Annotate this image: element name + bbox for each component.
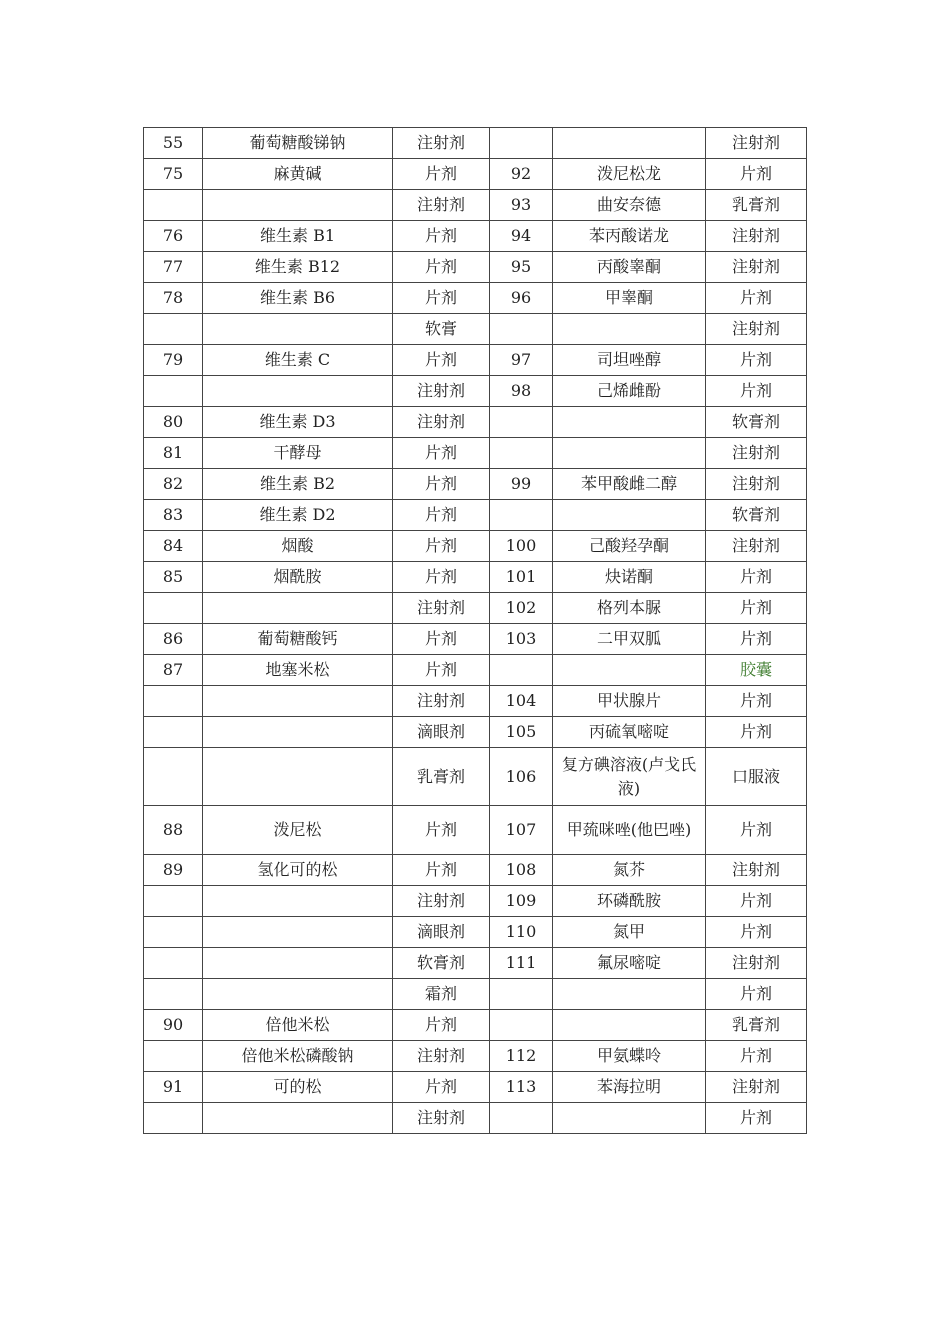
left-drug-name xyxy=(203,917,393,948)
left-drug-name xyxy=(203,1103,393,1134)
left-drug-name: 维生素 D3 xyxy=(203,407,393,438)
left-number: 88 xyxy=(144,806,203,855)
right-drug-name: 环磷酰胺 xyxy=(553,886,706,917)
left-drug-name xyxy=(203,886,393,917)
left-drug-name xyxy=(203,748,393,806)
right-dosage-form: 注射剂 xyxy=(706,438,807,469)
left-drug-name: 倍他米松磷酸钠 xyxy=(203,1041,393,1072)
right-number: 95 xyxy=(490,252,553,283)
left-drug-name: 烟酰胺 xyxy=(203,562,393,593)
right-drug-name xyxy=(553,655,706,686)
right-drug-name: 氮甲 xyxy=(553,917,706,948)
right-dosage-form: 胶囊 xyxy=(706,655,807,686)
left-number xyxy=(144,190,203,221)
right-dosage-form: 注射剂 xyxy=(706,855,807,886)
drug-table xyxy=(143,127,807,1134)
left-dosage-form: 注射剂 xyxy=(393,128,490,159)
left-dosage-form: 片剂 xyxy=(393,531,490,562)
left-number xyxy=(144,314,203,345)
left-dosage-form: 片剂 xyxy=(393,500,490,531)
left-dosage-form: 注射剂 xyxy=(393,886,490,917)
table-row xyxy=(144,748,807,806)
left-number xyxy=(144,748,203,806)
left-dosage-form: 霜剂 xyxy=(393,979,490,1010)
left-dosage-form: 片剂 xyxy=(393,252,490,283)
right-drug-name: 复方碘溶液(卢戈氏液) xyxy=(553,748,706,806)
left-dosage-form: 软膏 xyxy=(393,314,490,345)
table-row xyxy=(144,500,807,531)
left-drug-name xyxy=(203,948,393,979)
left-dosage-form: 注射剂 xyxy=(393,376,490,407)
right-number: 92 xyxy=(490,159,553,190)
left-dosage-form: 片剂 xyxy=(393,806,490,855)
left-drug-name: 维生素 B6 xyxy=(203,283,393,314)
table-row xyxy=(144,376,807,407)
table-row xyxy=(144,252,807,283)
left-number: 78 xyxy=(144,283,203,314)
right-number xyxy=(490,1010,553,1041)
left-dosage-form: 乳膏剂 xyxy=(393,748,490,806)
right-number: 97 xyxy=(490,345,553,376)
right-number: 106 xyxy=(490,748,553,806)
left-dosage-form: 滴眼剂 xyxy=(393,717,490,748)
left-drug-name xyxy=(203,190,393,221)
right-dosage-form: 乳膏剂 xyxy=(706,1010,807,1041)
right-dosage-form: 片剂 xyxy=(706,1103,807,1134)
table-row xyxy=(144,1103,807,1134)
left-drug-name xyxy=(203,717,393,748)
right-drug-name: 甲氨蝶呤 xyxy=(553,1041,706,1072)
right-drug-name: 格列本脲 xyxy=(553,593,706,624)
left-drug-name xyxy=(203,376,393,407)
right-dosage-form: 软膏剂 xyxy=(706,500,807,531)
right-number: 99 xyxy=(490,469,553,500)
right-drug-name: 泼尼松龙 xyxy=(553,159,706,190)
right-number: 94 xyxy=(490,221,553,252)
table-row xyxy=(144,717,807,748)
left-number xyxy=(144,717,203,748)
right-dosage-form: 注射剂 xyxy=(706,531,807,562)
table-row xyxy=(144,593,807,624)
right-dosage-form: 注射剂 xyxy=(706,221,807,252)
right-drug-name xyxy=(553,407,706,438)
left-drug-name: 葡萄糖酸锑钠 xyxy=(203,128,393,159)
right-number: 101 xyxy=(490,562,553,593)
left-number: 90 xyxy=(144,1010,203,1041)
left-dosage-form: 注射剂 xyxy=(393,407,490,438)
left-dosage-form: 片剂 xyxy=(393,221,490,252)
left-dosage-form: 软膏剂 xyxy=(393,948,490,979)
right-drug-name: 司坦唑醇 xyxy=(553,345,706,376)
right-dosage-form: 注射剂 xyxy=(706,128,807,159)
table-row xyxy=(144,438,807,469)
right-dosage-form: 注射剂 xyxy=(706,314,807,345)
table-row xyxy=(144,314,807,345)
right-number: 107 xyxy=(490,806,553,855)
left-drug-name: 麻黄碱 xyxy=(203,159,393,190)
left-drug-name: 维生素 B1 xyxy=(203,221,393,252)
left-number xyxy=(144,593,203,624)
left-number: 75 xyxy=(144,159,203,190)
right-number xyxy=(490,500,553,531)
left-number xyxy=(144,917,203,948)
right-dosage-form: 片剂 xyxy=(706,806,807,855)
table-row xyxy=(144,531,807,562)
right-drug-name: 苯海拉明 xyxy=(553,1072,706,1103)
right-drug-name: 炔诺酮 xyxy=(553,562,706,593)
left-number xyxy=(144,1041,203,1072)
right-dosage-form: 片剂 xyxy=(706,917,807,948)
left-dosage-form: 片剂 xyxy=(393,855,490,886)
right-dosage-form: 片剂 xyxy=(706,1041,807,1072)
right-dosage-form: 片剂 xyxy=(706,624,807,655)
right-drug-name: 氟尿嘧啶 xyxy=(553,948,706,979)
right-drug-name: 丙酸睾酮 xyxy=(553,252,706,283)
left-number: 77 xyxy=(144,252,203,283)
table-row xyxy=(144,624,807,655)
left-dosage-form: 片剂 xyxy=(393,283,490,314)
left-number xyxy=(144,979,203,1010)
left-number xyxy=(144,686,203,717)
left-drug-name: 干酵母 xyxy=(203,438,393,469)
left-number: 81 xyxy=(144,438,203,469)
right-number: 103 xyxy=(490,624,553,655)
left-drug-name: 倍他米松 xyxy=(203,1010,393,1041)
right-number: 110 xyxy=(490,917,553,948)
table-row xyxy=(144,1072,807,1103)
right-dosage-form: 注射剂 xyxy=(706,948,807,979)
left-drug-name xyxy=(203,593,393,624)
left-drug-name: 地塞米松 xyxy=(203,655,393,686)
left-drug-name: 维生素 B12 xyxy=(203,252,393,283)
table-row xyxy=(144,283,807,314)
right-number: 109 xyxy=(490,886,553,917)
right-drug-name: 二甲双胍 xyxy=(553,624,706,655)
left-number: 82 xyxy=(144,469,203,500)
right-number: 102 xyxy=(490,593,553,624)
left-drug-name: 氢化可的松 xyxy=(203,855,393,886)
left-number: 89 xyxy=(144,855,203,886)
left-number: 84 xyxy=(144,531,203,562)
right-number: 96 xyxy=(490,283,553,314)
left-dosage-form: 片剂 xyxy=(393,469,490,500)
left-dosage-form: 片剂 xyxy=(393,655,490,686)
left-number: 55 xyxy=(144,128,203,159)
right-drug-name xyxy=(553,128,706,159)
right-drug-name: 甲巯咪唑(他巴唑) xyxy=(553,806,706,855)
table-row xyxy=(144,221,807,252)
table-row xyxy=(144,128,807,159)
table-row xyxy=(144,190,807,221)
right-number: 93 xyxy=(490,190,553,221)
left-drug-name: 泼尼松 xyxy=(203,806,393,855)
right-number xyxy=(490,128,553,159)
left-drug-name: 可的松 xyxy=(203,1072,393,1103)
right-number: 113 xyxy=(490,1072,553,1103)
table-row xyxy=(144,469,807,500)
left-number xyxy=(144,886,203,917)
right-number xyxy=(490,314,553,345)
right-number xyxy=(490,407,553,438)
right-drug-name: 苯丙酸诺龙 xyxy=(553,221,706,252)
right-dosage-form: 片剂 xyxy=(706,376,807,407)
left-drug-name: 烟酸 xyxy=(203,531,393,562)
right-dosage-form: 片剂 xyxy=(706,283,807,314)
right-drug-name: 氮芥 xyxy=(553,855,706,886)
left-number: 79 xyxy=(144,345,203,376)
right-number: 100 xyxy=(490,531,553,562)
left-drug-name: 葡萄糖酸钙 xyxy=(203,624,393,655)
table-row xyxy=(144,407,807,438)
right-dosage-form: 口服液 xyxy=(706,748,807,806)
right-dosage-form: 片剂 xyxy=(706,717,807,748)
right-number xyxy=(490,979,553,1010)
right-number: 108 xyxy=(490,855,553,886)
left-dosage-form: 注射剂 xyxy=(393,593,490,624)
left-dosage-form: 注射剂 xyxy=(393,1103,490,1134)
table-row xyxy=(144,917,807,948)
left-drug-name: 维生素 B2 xyxy=(203,469,393,500)
right-drug-name xyxy=(553,1010,706,1041)
left-dosage-form: 片剂 xyxy=(393,159,490,190)
right-number: 111 xyxy=(490,948,553,979)
table-row xyxy=(144,655,807,686)
right-dosage-form: 片剂 xyxy=(706,159,807,190)
left-drug-name: 维生素 D2 xyxy=(203,500,393,531)
right-dosage-form: 注射剂 xyxy=(706,469,807,500)
table-row xyxy=(144,979,807,1010)
right-dosage-form: 片剂 xyxy=(706,686,807,717)
left-dosage-form: 片剂 xyxy=(393,1010,490,1041)
right-drug-name: 甲睾酮 xyxy=(553,283,706,314)
table-row xyxy=(144,1010,807,1041)
table-row xyxy=(144,686,807,717)
right-dosage-form: 片剂 xyxy=(706,593,807,624)
right-dosage-form: 软膏剂 xyxy=(706,407,807,438)
table-row xyxy=(144,562,807,593)
right-number xyxy=(490,1103,553,1134)
left-dosage-form: 注射剂 xyxy=(393,686,490,717)
right-dosage-form: 片剂 xyxy=(706,562,807,593)
right-number: 112 xyxy=(490,1041,553,1072)
right-drug-name xyxy=(553,314,706,345)
table-row xyxy=(144,1041,807,1072)
table-row xyxy=(144,855,807,886)
right-drug-name xyxy=(553,500,706,531)
right-number: 105 xyxy=(490,717,553,748)
right-dosage-form: 片剂 xyxy=(706,345,807,376)
table-row xyxy=(144,806,807,855)
left-dosage-form: 滴眼剂 xyxy=(393,917,490,948)
right-drug-name: 曲安奈德 xyxy=(553,190,706,221)
left-dosage-form: 注射剂 xyxy=(393,190,490,221)
left-number: 87 xyxy=(144,655,203,686)
left-dosage-form: 片剂 xyxy=(393,1072,490,1103)
right-number: 104 xyxy=(490,686,553,717)
right-dosage-form: 片剂 xyxy=(706,979,807,1010)
left-drug-name xyxy=(203,314,393,345)
right-number xyxy=(490,655,553,686)
left-number: 76 xyxy=(144,221,203,252)
right-drug-name xyxy=(553,438,706,469)
left-number: 80 xyxy=(144,407,203,438)
right-number xyxy=(490,438,553,469)
right-drug-name xyxy=(553,979,706,1010)
table-row xyxy=(144,948,807,979)
table-row xyxy=(144,159,807,190)
table-row xyxy=(144,345,807,376)
left-number: 85 xyxy=(144,562,203,593)
right-drug-name: 甲状腺片 xyxy=(553,686,706,717)
right-drug-name: 丙硫氧嘧啶 xyxy=(553,717,706,748)
left-number xyxy=(144,948,203,979)
left-number: 91 xyxy=(144,1072,203,1103)
table-row xyxy=(144,886,807,917)
left-dosage-form: 片剂 xyxy=(393,562,490,593)
left-drug-name xyxy=(203,979,393,1010)
right-dosage-form: 注射剂 xyxy=(706,252,807,283)
left-dosage-form: 片剂 xyxy=(393,345,490,376)
left-drug-name: 维生素 C xyxy=(203,345,393,376)
right-drug-name: 己酸羟孕酮 xyxy=(553,531,706,562)
left-number: 86 xyxy=(144,624,203,655)
left-dosage-form: 片剂 xyxy=(393,438,490,469)
left-number: 83 xyxy=(144,500,203,531)
left-drug-name xyxy=(203,686,393,717)
right-drug-name: 己烯雌酚 xyxy=(553,376,706,407)
left-dosage-form: 注射剂 xyxy=(393,1041,490,1072)
right-dosage-form: 片剂 xyxy=(706,886,807,917)
left-number xyxy=(144,1103,203,1134)
left-dosage-form: 片剂 xyxy=(393,624,490,655)
left-number xyxy=(144,376,203,407)
right-dosage-form: 注射剂 xyxy=(706,1072,807,1103)
right-drug-name: 苯甲酸雌二醇 xyxy=(553,469,706,500)
right-number: 98 xyxy=(490,376,553,407)
right-dosage-form: 乳膏剂 xyxy=(706,190,807,221)
right-drug-name xyxy=(553,1103,706,1134)
